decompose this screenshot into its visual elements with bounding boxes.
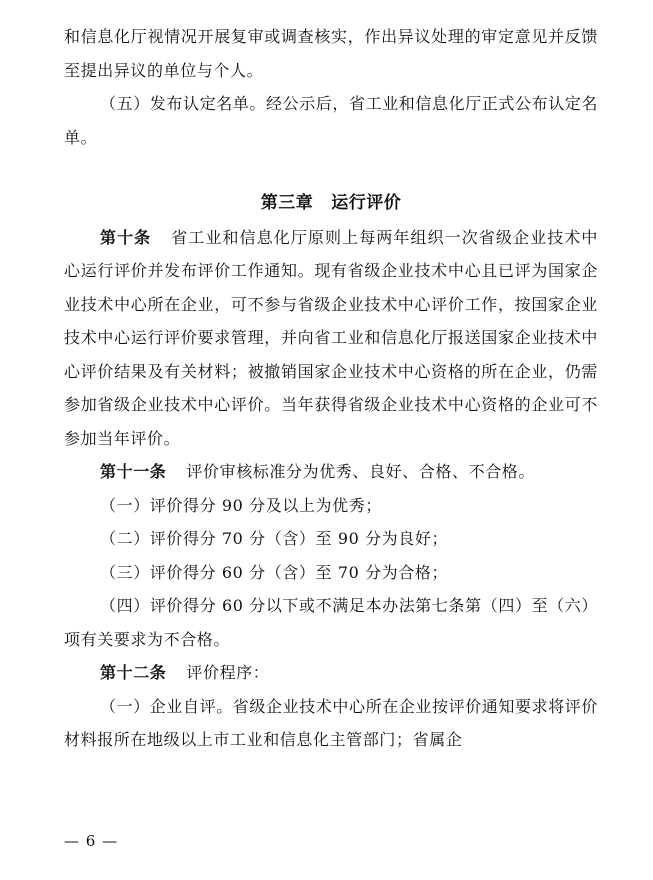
page-number: — 6 — (64, 832, 119, 850)
article-10-number: 第十条 (100, 227, 152, 247)
chapter-title: 运行评价 (331, 193, 402, 213)
article-11-text: 评价审核标准分为优秀、良好、合格、不合格。 (186, 462, 536, 481)
chapter-number: 第三章 (260, 193, 314, 213)
article-12-number: 第十二条 (100, 663, 167, 682)
article-11-item-1: （一）评价得分 90 分及以上为优秀； (100, 495, 382, 515)
paragraph-publish-list: （五）发布认定名单。经公示后，省工业和信息化厅正式公布认定名单。 (64, 94, 599, 147)
paragraph-continuation: 和信息化厅视情况开展复审或调查核实，作出异议处理的审定意见并反馈至提出异议的单位与个人。 (64, 27, 598, 80)
document-body (64, 20, 598, 757)
article-11-number: 第十一条 (100, 462, 167, 481)
article-11-item-4: （四）评价得分 60 分以下或不满足本办法第七条第（四）至（六）项有关要求为不合格。 (64, 596, 598, 649)
article-10 (64, 221, 598, 456)
article-12-item-1: （一）企业自评。省级企业技术中心所在企业按评价通知要求将评价材料报所在地级以上市工业和信息化主管部门；省属企 (64, 696, 599, 749)
chapter-heading (64, 187, 598, 221)
article-10-text: 省工业和信息化厅原则上每两年组织一次省级企业技术中心运行评价并发布评价工作通知。现有省级企业技术中心且已评为国家企业技术中心所在企业，可不参与省级企业技术中心评价工作，按国家企业技术中心运行评价要求管理，并向省工业和信息化厅报送国家企业技术中心评价结果及有关材料；被撤销国家企业技术中心资格的所在企业，仍需参加省级企业技术中心评价。当年获得省级企业技术中心资格的企业可不参加当年评价。 (64, 227, 598, 448)
article-11-item-3: （三）评价得分 60 分（含）至 70 分为合格； (100, 562, 449, 582)
article-12-text: 评价程序： (186, 663, 270, 682)
article-12 (64, 656, 598, 690)
article-11 (64, 455, 598, 489)
article-11-item-2: （二）评价得分 70 分（含）至 90 分为良好； (100, 529, 449, 548)
